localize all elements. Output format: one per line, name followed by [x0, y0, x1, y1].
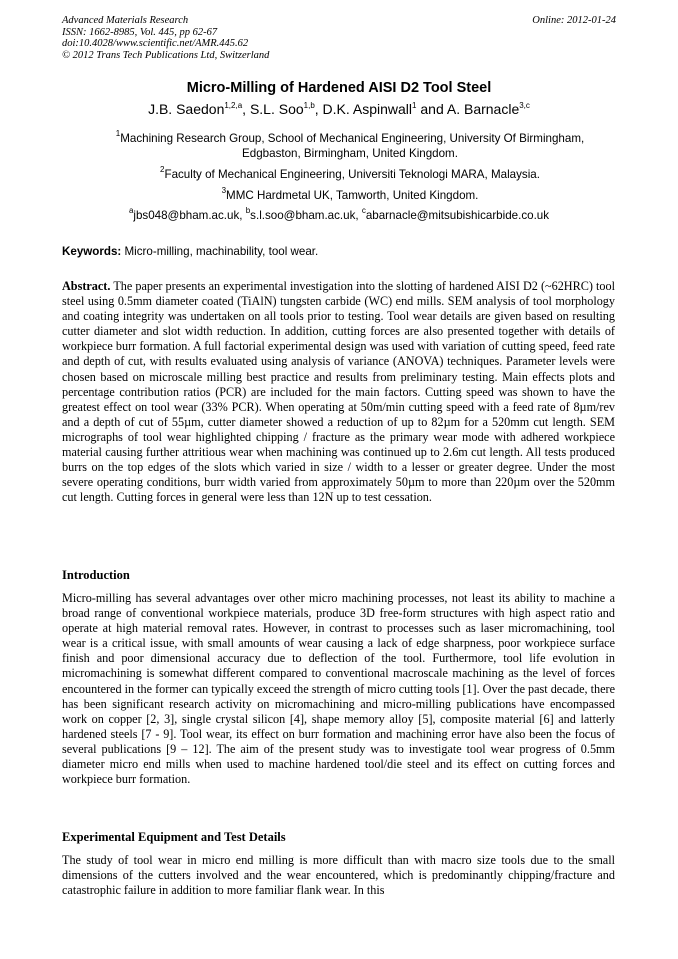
author: J.B. Saedon$^{1,2,a}$: [148, 101, 243, 117]
affiliation-1: $^1$Machining Research Group, School of Mechanical Engineering, University Of Birmingham, Edgbaston, Birmingham, United Kingdom.: [115, 129, 585, 160]
online-date: Online: 2012-01-24: [532, 15, 616, 26]
email: $^a$jbs048@bham.ac.uk: [128, 206, 240, 222]
author: S.L. Soo$^{1,b}$: [249, 101, 315, 117]
author-list: J.B. Saedon$^{1,2,a}$, S.L. Soo$^{1,b}$, D.K. Aspinwall$^1$ and A. Barnacle$^{3,c}$: [148, 101, 530, 117]
abstract: [62, 279, 615, 505]
email-list: $^a$jbs048@bham.ac.uk, $^b$s.l.soo@bham.ac.uk, $^c$abarnacle@mitsubishicarbide.co.uk: [128, 206, 550, 222]
section-heading: Introduction: [62, 568, 130, 582]
abstract-text: The paper presents an experimental investigation into the slotting of hardened AISI D2 (~62HRC) tool steel using 0.5mm diameter coated (TiAlN) tungsten carbide (WC) end mills. SEM analysis of tool morphology and coating integrity was undertaken on all tools prior to testing. Tool wear details are given based on resulting cutter diameter and slot width reduction. In addition, cutting forces are also presented together with details of workpiece burr formation. A full factorial experimental design was used with variation of cutting speed, feed rate and depth of cut, with results evaluated using analysis of variance (ANOVA) techniques. Parameter levels were chosen based on microscale milling best practice and results from preliminary testing. Main effects plots and percentage contribution ratios (PCR) are included for the main factors. Cutting speed was shown to have the greatest effect on tool wear (33% PCR). When operating at 50m/min cutting speed with a feed rate of 8µm/rev and a depth of cut of 55µm, cutter diameter showed a reduction of up to 82µm for a 520mm cut length. SEM micrographs of tool wear highlighted chipping / fracture as the primary wear mode with adhered workpiece material causing further attritious wear when machining was continued up to 2.6m cut length. All tests produced burrs on the top edges of the slots which varied in size / width to a lesser or greater degree. Under the most severe operating conditions, burr width varied from approximately 50µm to more than 220µm over the 520mm cut length. Cutting forces in general were less than 12N up to test cessation.: [62, 279, 615, 505]
abstract-label: Abstract.: [62, 279, 111, 293]
keywords-text: Micro-milling, machinability, tool wear.: [124, 245, 319, 258]
section-body: The study of tool wear in micro end milling is more difficult than with macro size tools due to the small dimensions of the cutters involved and the wear encountered, which is predominantly chipping/fracture and catastrophic failure in addition to more familiar flank wear. In this: [62, 853, 615, 898]
doi-line: doi:10.4028/www.scientific.net/AMR.445.62: [62, 38, 249, 50]
paper-title: Micro-Milling of Hardened AISI D2 Tool Steel: [186, 80, 492, 96]
section-body: Micro-milling has several advantages over other micro machining processes, not least its ability to machine a broad range of conventional workpiece materials, produce 3D free-form structures with high aspect ratio and operate at high material removal rates. However, in contrast to processes such as laser micromachining, tool wear is a critical issue, with small amounts of wear causing a lack of edge sharpness, poor workpiece surface finish and poor dimensional accuracy due to deflection of the tool. Furthermore, tool life evolution in micromachining is somewhat different compared to conventional macroscale machining as the level of forces encountered in the former can typically exceed the strength of micro cutting tools [1]. Over the past decade, there has been significant research activity on micromachining and micro-milling publications have encompassed work on copper [2, 3], single crystal silicon [4], shape memory alloy [5], composite material [6] and latterly hardened steels [7 - 9]. Tool wear, its effect on burr formation and machining error have also been the focus of several publications [9 – 12]. The aim of the present study was to investigate tool wear progress of 0.5mm diameter micro end mills when used to machine hardened tool/die steel and its effect on cutting forces and workpiece burr formation.: [62, 591, 615, 787]
author: A. Barnacle$^{3,c}$: [446, 101, 530, 117]
journal-header: [62, 15, 269, 61]
affiliation-2: $^2$Faculty of Mechanical Engineering, Universiti Teknologi MARA, Malaysia.: [160, 165, 540, 181]
issn-line: ISSN: 1662-8985, Vol. 445, pp 62-67: [62, 26, 218, 38]
copyright-line: © 2012 Trans Tech Publications Ltd, Switzerland: [62, 49, 270, 61]
email: $^b$s.l.soo@bham.ac.uk: [245, 206, 356, 222]
section-heading: Experimental Equipment and Test Details: [62, 830, 286, 844]
author: D.K. Aspinwall$^1$: [322, 101, 417, 117]
email: $^c$abarnacle@mitsubishicarbide.co.uk: [361, 206, 550, 222]
keywords: [62, 245, 318, 258]
journal-name: Advanced Materials Research: [62, 15, 189, 26]
keywords-label: Keywords:: [62, 245, 122, 258]
affiliation-3: $^3$MMC Hardmetal UK, Tamworth, United Kingdom.: [221, 186, 479, 202]
